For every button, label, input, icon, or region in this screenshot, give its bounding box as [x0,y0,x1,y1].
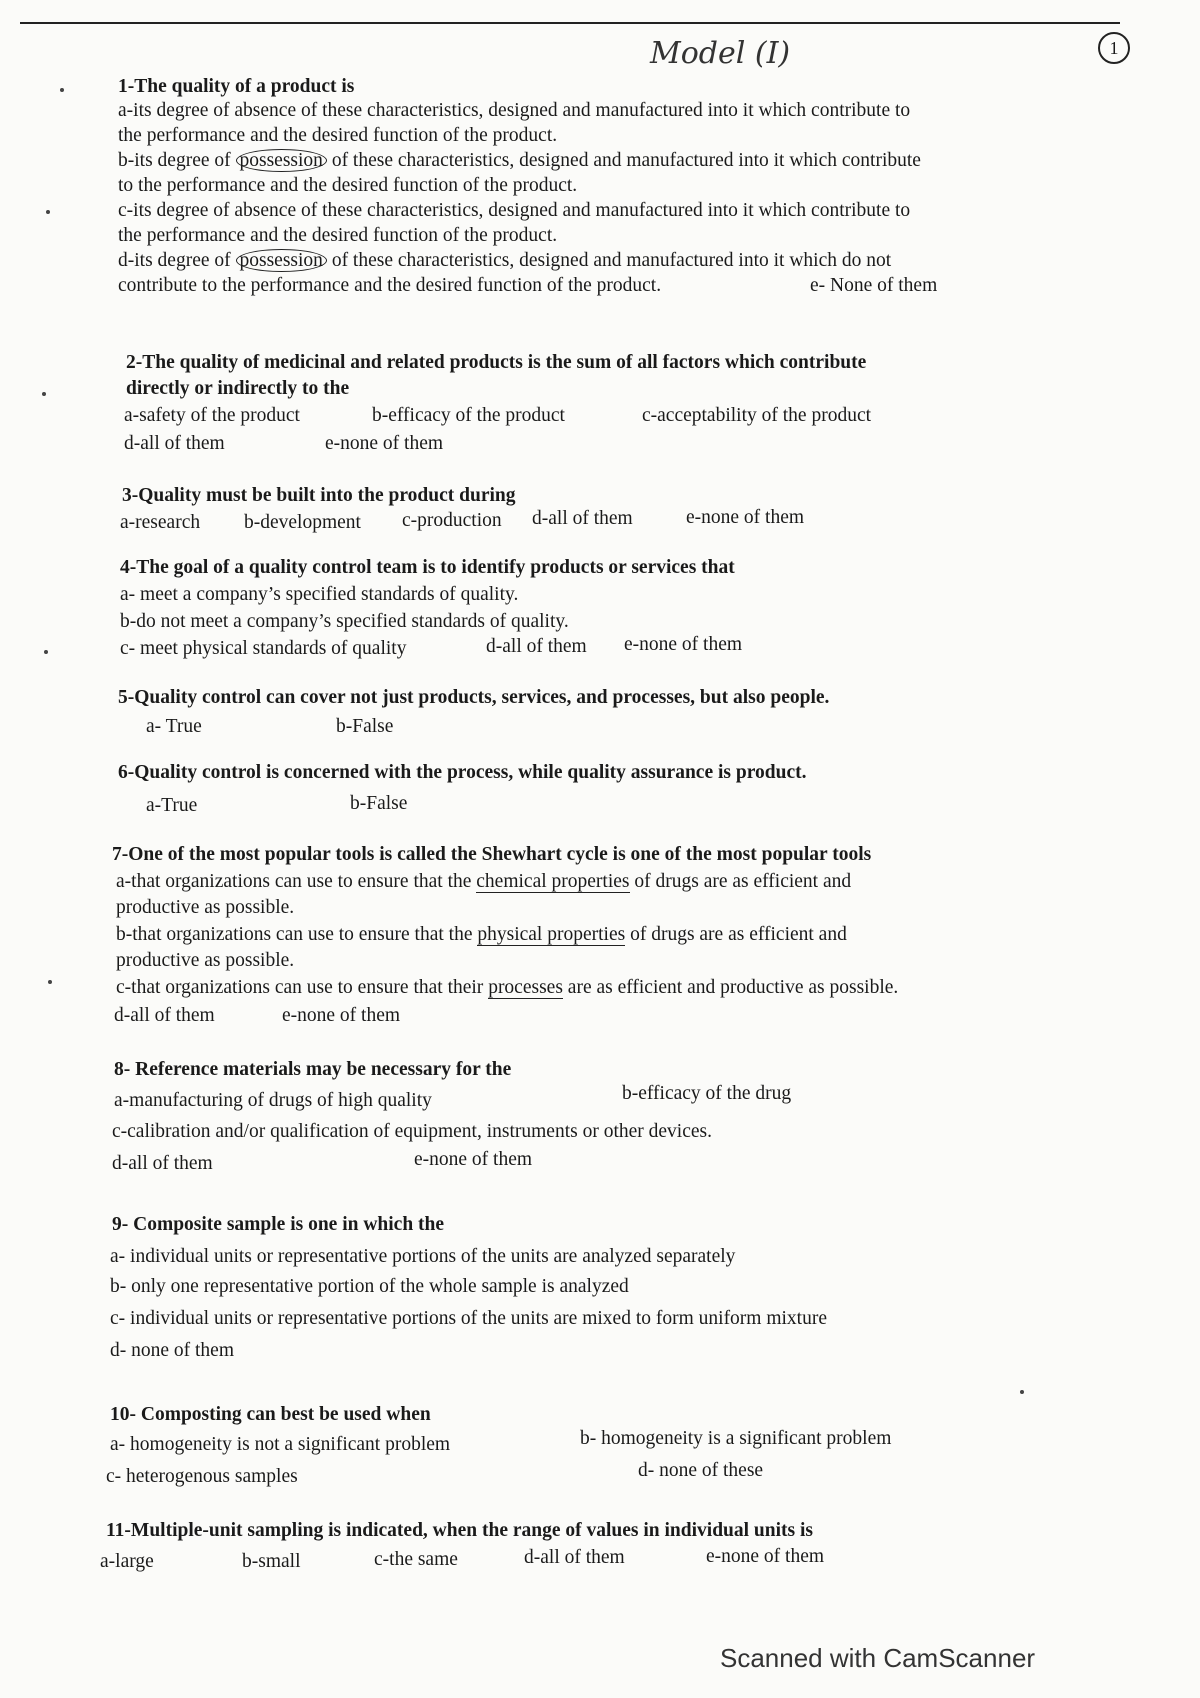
q7-option-a-line2: productive as possible. [116,897,295,918]
q2-option-c: c-acceptability of the product [642,405,872,426]
q4-option-b: b-do not meet a company’s specified standards of quality. [120,611,569,632]
q7-option-c-underlined: processes [488,977,563,998]
header-rule [20,22,1120,24]
q2-option-b: b-efficacy of the product [372,405,565,426]
q2-title-line2: directly or indirectly to the [126,378,350,399]
q8-option-c: c-calibration and/or qualification of equipment, instruments or other devices. [112,1121,712,1142]
q3-option-a: a-research [120,512,201,533]
q4-option-e: e-none of them [624,634,743,655]
q8-option-a: a-manufacturing of drugs of high quality [114,1090,432,1111]
q11-option-e: e-none of them [706,1546,825,1567]
q4-option-a: a- meet a company’s specified standards of quality. [120,584,519,605]
q7-title: 7-One of the most popular tools is called the Shewhart cycle is one of the most popular tools [112,844,872,865]
q3-option-d: d-all of them [532,508,633,529]
scan-speck [60,88,64,92]
camscanner-watermark: Scanned with CamScanner [720,1643,1036,1673]
scan-speck [46,210,50,214]
q7-option-b-post: of drugs are as efficient and [625,924,847,945]
q10-title: 10- Composting can best be used when [110,1404,431,1425]
q9-option-b: b- only one representative portion of the whole sample is analyzed [110,1276,629,1297]
q1-option-d-line2: contribute to the performance and the desired function of the product. [118,275,662,296]
q8-option-b: b-efficacy of the drug [622,1083,792,1104]
scan-speck [44,650,48,654]
q1-option-b-line2: to the performance and the desired function of the product. [118,175,578,196]
q1-option-e: e- None of them [810,275,938,296]
q6-option-b: b-False [350,793,408,814]
q9-option-c: c- individual units or representative portions of the units are mixed to form uniform mixture [110,1308,827,1329]
q10-option-b: b- homogeneity is a significant problem [580,1428,892,1449]
q5-title: 5-Quality control can cover not just products, services, and processes, but also people. [118,687,830,708]
q7-option-b-pre: b-that organizations can use to ensure that the [116,924,478,945]
q1-option-b-pre: b-its degree of [118,150,236,171]
q9-option-d: d- none of them [110,1340,235,1361]
q1-option-d-line1 [118,248,891,273]
q9-option-a: a- individual units or representative portions of the units are analyzed separately [110,1246,736,1267]
q11-option-b: b-small [242,1551,301,1572]
q10-option-d: d- none of these [638,1460,764,1481]
q7-option-a-pre: a-that organizations can use to ensure that the [116,871,477,892]
q3-option-c: c-production [402,510,502,531]
q1-option-a-line2: the performance and the desired function of the product. [118,125,558,146]
q2-option-a: a-safety of the product [124,405,300,426]
q2-option-e: e-none of them [325,433,444,454]
q8-title: 8- Reference materials may be necessary for the [114,1059,512,1080]
page-number: 1 [1098,32,1130,64]
q4-option-c: c- meet physical standards of quality [120,638,407,659]
q11-option-d: d-all of them [524,1547,625,1568]
q2-title-line1: 2-The quality of medicinal and related products is the sum of all factors which contribute [126,352,867,373]
q7-option-a-line1 [116,869,851,894]
q3-title: 3-Quality must be built into the product during [122,485,516,506]
q8-option-d: d-all of them [112,1153,213,1174]
q2-option-d: d-all of them [124,433,225,454]
q11-option-a: a-large [100,1551,154,1572]
q5-option-a: a- True [146,716,202,737]
q6-option-a: a-True [146,795,198,816]
q1-option-b-circled-word: possession [236,149,327,172]
q1-option-d-pre: d-its degree of [118,250,236,271]
scan-speck [48,980,52,984]
q1-title: 1-The quality of a product is [118,76,355,97]
q7-option-e: e-none of them [282,1005,401,1026]
scan-speck [42,392,46,396]
q10-option-a: a- homogeneity is not a significant problem [110,1434,451,1455]
q7-option-b-line2: productive as possible. [116,950,295,971]
q1-option-b-post: of these characteristics, designed and manufactured into it which contribute [326,150,921,171]
q1-option-b-line1 [118,148,921,173]
q9-title: 9- Composite sample is one in which the [112,1214,445,1235]
q11-option-c: c-the same [374,1549,458,1570]
q7-option-a-post: of drugs are as efficient and [629,871,852,892]
q4-option-d: d-all of them [486,636,587,657]
q5-option-b: b-False [336,716,394,737]
q11-title: 11-Multiple-unit sampling is indicated, when the range of values in individual units is [106,1520,814,1541]
model-label: Model (I) [650,36,791,71]
q7-option-a-underlined: chemical properties [476,871,630,892]
q7-option-b-line1 [116,922,847,947]
q3-option-b: b-development [244,512,361,533]
q4-title: 4-The goal of a quality control team is to identify products or services that [120,557,735,578]
q3-option-e: e-none of them [686,507,805,528]
q7-option-c-pre: c-that organizations can use to ensure that their [116,977,489,998]
q1-option-d-post: of these characteristics, designed and manufactured into it which do not [326,250,892,271]
q1-option-c-line2: the performance and the desired function of the product. [118,225,558,246]
q10-option-c: c- heterogenous samples [106,1466,298,1487]
q1-option-a-line1: a-its degree of absence of these characteristics, designed and manufactured into it which contribute to [118,100,911,121]
q7-option-c [116,975,898,1000]
q7-option-d: d-all of them [114,1005,215,1026]
scan-speck [1020,1390,1024,1394]
q6-title: 6-Quality control is concerned with the process, while quality assurance is product. [118,762,807,783]
q1-option-c-line1: c-its degree of absence of these characteristics, designed and manufactured into it which contribute to [118,200,911,221]
q1-option-d-circled-word: possession [236,249,327,272]
q8-option-e: e-none of them [414,1149,533,1170]
q7-option-b-underlined: physical properties [477,924,626,945]
q7-option-c-post: are as efficient and productive as possible. [562,977,899,998]
